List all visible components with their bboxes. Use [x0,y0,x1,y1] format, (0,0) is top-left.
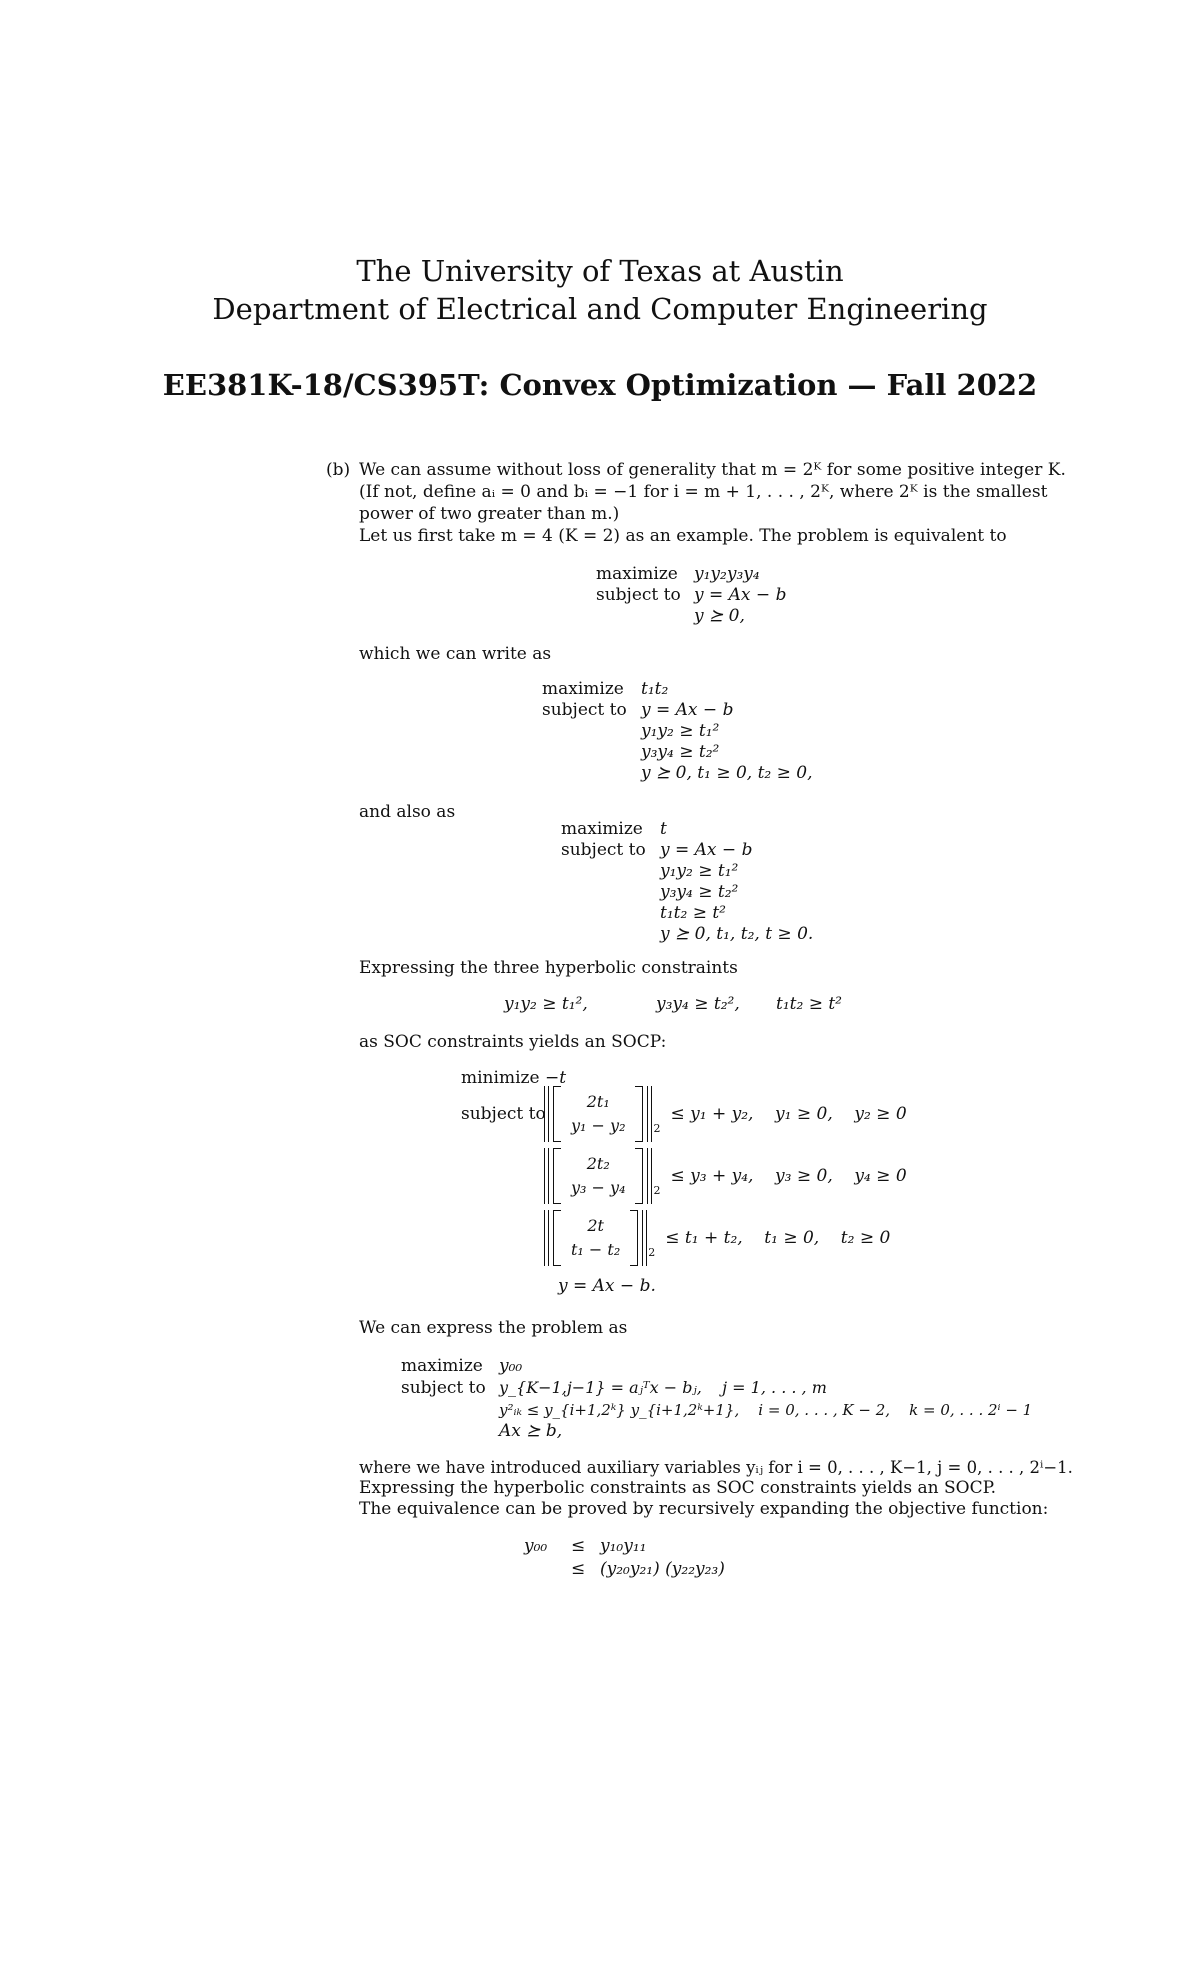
norm-bar-left [544,1210,549,1266]
p3-constraint-1: y = Ax − b [660,840,753,860]
soc-1-bottom: y₁ − y₂ [571,1116,626,1135]
gen-maximize-keyword: maximize [401,1356,483,1376]
soc-constraint-1 [544,1086,907,1146]
gen-subject-to-keyword: subject to [401,1378,486,1398]
intro-line-4: Let us first take m = 4 (K = 2) as an example. The problem is equivalent to [359,526,1007,546]
expansion-rhs-2: (y₂₀y₂₁) (y₂₂y₂₃) [600,1559,725,1579]
p2-constraint-3: y₃y₄ ≥ t₂² [641,742,720,762]
soc-3-top: 2t [587,1216,604,1235]
norm-subscript: 2 [648,1245,656,1259]
norm-bar-left [544,1086,549,1142]
soc-3-rhs: ≤ t₁ + t₂, t₁ ≥ 0, t₂ ≥ 0 [665,1228,891,1248]
gen-constraint-3: Ax ⪰ b, [499,1421,563,1441]
bracket-left [553,1148,561,1204]
hyperbolic-1: y₁y₂ ≥ t₁², [504,994,588,1014]
intro-line-2: (If not, define aᵢ = 0 and bᵢ = −1 for i = m + 1, . . . , 2ᴷ, where 2ᴷ is the smallest [359,482,1048,502]
p2-constraint-1: y = Ax − b [641,700,734,720]
p3-maximize-keyword: maximize [561,819,643,839]
norm-bar-right [647,1148,652,1204]
soc-3-bottom: t₁ − t₂ [571,1240,621,1259]
intro-line-3: power of two greater than m.) [359,504,620,524]
socp-objective: −t [545,1068,567,1088]
expansion-lhs: y₀₀ [524,1536,548,1556]
p2-objective: t₁t₂ [641,679,669,699]
p1-subject-to-keyword: subject to [596,585,681,605]
text-and-also-as: and also as [359,802,456,822]
soc-1-rhs: ≤ y₁ + y₂, y₁ ≥ 0, y₂ ≥ 0 [670,1104,907,1124]
p3-objective: t [660,819,667,839]
bracket-left [553,1086,561,1142]
norm-subscript: 2 [653,1183,661,1197]
p2-constraint-2: y₁y₂ ≥ t₁² [641,721,720,741]
expansion-rhs-1: y₁₀y₁₁ [600,1536,647,1556]
expansion-rel-2: ≤ [571,1559,586,1579]
p1-constraint-2: y ⪰ 0, [694,606,745,626]
socp-last-constraint: y = Ax − b. [558,1276,656,1296]
closing-line-2: Expressing the hyperbolic constraints as SOC constraints yields an SOCP. [359,1478,996,1498]
soc-2-top: 2t₂ [586,1154,610,1173]
norm-bar-right [642,1210,647,1266]
closing-line-3: The equivalence can be proved by recursively expanding the objective function: [359,1499,1049,1519]
soc-constraint-3 [544,1210,890,1270]
norm-bar-left [544,1148,549,1204]
bracket-right [630,1210,638,1266]
p1-objective: y₁y₂y₃y₄ [694,564,760,584]
bracket-left [553,1210,561,1266]
course-title: EE381K-18/CS395T: Convex Optimization — Fall 2022 [162,368,1038,402]
p2-subject-to-keyword: subject to [542,700,627,720]
socp-subject-to-keyword: subject to [461,1104,546,1124]
text-we-can-express: We can express the problem as [359,1318,628,1338]
p2-maximize-keyword: maximize [542,679,624,699]
soc-2-bottom: y₃ − y₄ [571,1178,626,1197]
p3-constraint-2: y₁y₂ ≥ t₁² [660,861,739,881]
gen-constraint-1: y_{K−1,j−1} = aⱼᵀx − bⱼ, j = 1, . . . , m [499,1378,827,1397]
closing-line-1: where we have introduced auxiliary variables yᵢⱼ for i = 0, . . . , K−1, j = 0, . . . , 2ⁱ−1. [359,1458,1073,1477]
norm-bar-right [647,1086,652,1142]
text-expressing-three: Expressing the three hyperbolic constraints [359,958,738,978]
socp-minimize-keyword: minimize [461,1068,540,1088]
bracket-right [635,1148,643,1204]
intro-line-1: We can assume without loss of generality that m = 2ᴷ for some positive integer K. [359,460,1066,480]
text-as-soc: as SOC constraints yields an SOCP: [359,1032,667,1052]
p3-constraint-3: y₃y₄ ≥ t₂² [660,882,739,902]
soc-constraint-2 [544,1148,907,1208]
soc-1-top: 2t₁ [586,1092,610,1111]
p3-constraint-4: t₁t₂ ≥ t² [660,903,726,923]
p3-constraint-5: y ⪰ 0, t₁, t₂, t ≥ 0. [660,924,814,944]
soc-2-rhs: ≤ y₃ + y₄, y₃ ≥ 0, y₄ ≥ 0 [670,1166,907,1186]
p2-constraint-4: y ⪰ 0, t₁ ≥ 0, t₂ ≥ 0, [641,763,813,783]
expansion-rel-1: ≤ [571,1536,586,1556]
hyperbolic-3: t₁t₂ ≥ t² [776,994,842,1014]
bracket-right [635,1086,643,1142]
department-name: Department of Electrical and Computer Engineering [212,292,988,326]
hyperbolic-2: y₃y₄ ≥ t₂², [656,994,740,1014]
gen-objective: y₀₀ [499,1356,523,1376]
p1-constraint-1: y = Ax − b [694,585,787,605]
p1-maximize-keyword: maximize [596,564,678,584]
gen-constraint-2: y²ᵢₖ ≤ y_{i+1,2ᵏ} y_{i+1,2ᵏ+1}, i = 0, . . . , K − 2, k = 0, . . . 2ⁱ − 1 [499,1401,1033,1419]
p3-subject-to-keyword: subject to [561,840,646,860]
norm-subscript: 2 [653,1121,661,1135]
text-which-we-can-write: which we can write as [359,644,552,664]
part-label: (b) [326,460,351,480]
university-name: The University of Texas at Austin [356,254,844,288]
